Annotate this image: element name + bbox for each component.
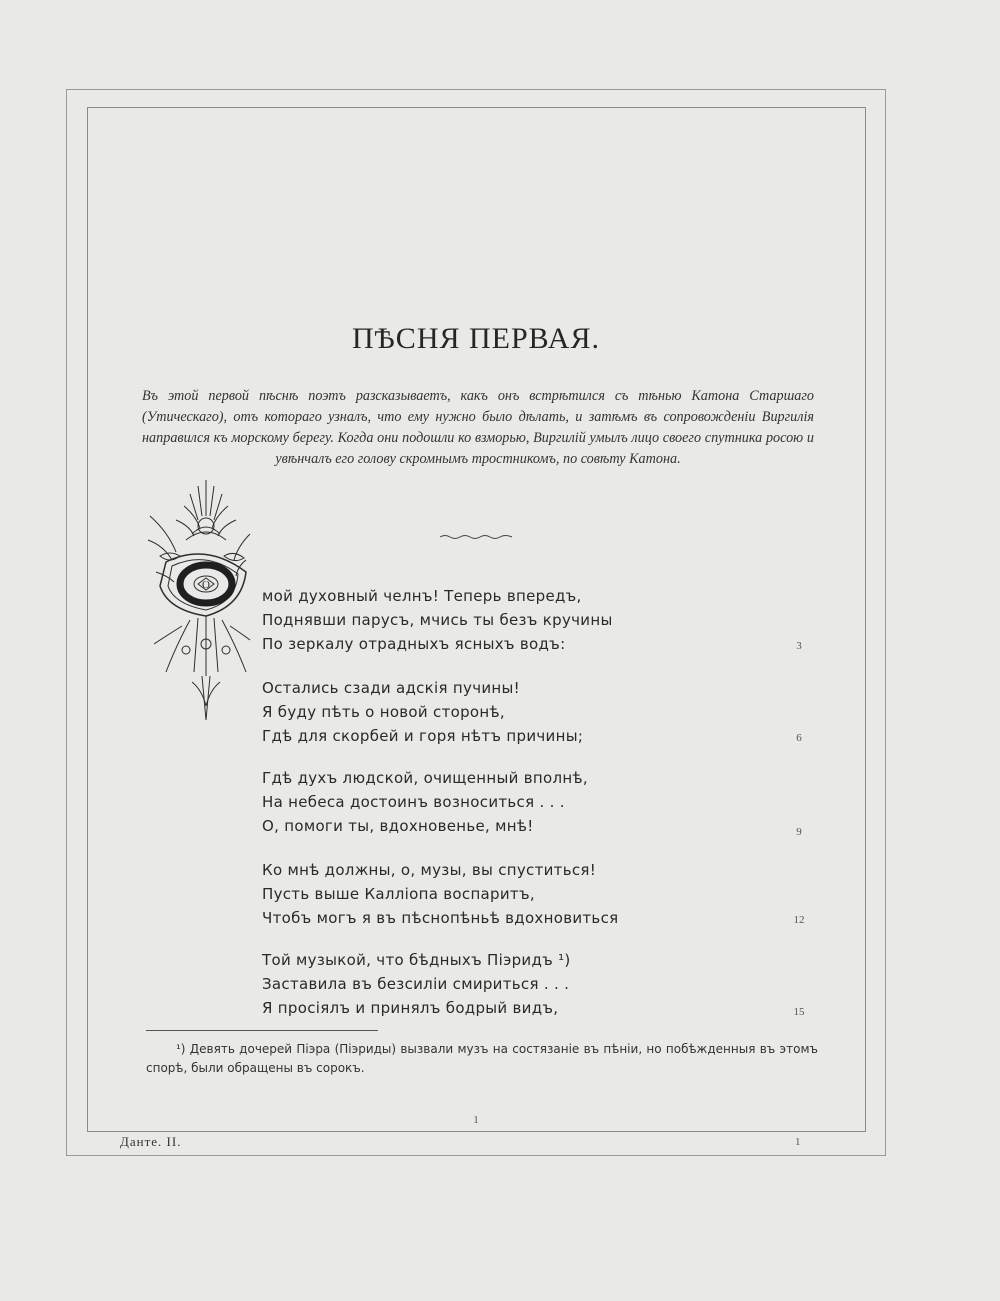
decorated-initial-o — [146, 476, 252, 724]
verse-line: По зеркалу отрадныхъ ясныхъ водъ: — [262, 635, 566, 653]
verse-line: Поднявши парусъ, мчись ты безъ кручины — [262, 611, 613, 629]
line-number: 9 — [796, 826, 802, 838]
line-number: 12 — [793, 914, 805, 926]
verse-line: Я буду пѣть о новой сторонѣ, — [262, 703, 505, 721]
verse-line: О, помоги ты, вдохновенье, мнѣ! — [262, 817, 534, 835]
verse-line: Остались сзади адскія пучины! — [262, 679, 520, 697]
line-number: 15 — [793, 1006, 805, 1018]
sheet-number: 1 — [795, 1136, 801, 1148]
stanza-3 — [262, 766, 682, 838]
stanza-2 — [262, 676, 682, 748]
verse-line: Той музыкой, что бѣдныхъ Піэридъ ¹) — [262, 951, 571, 969]
page-number: 1 — [473, 1114, 479, 1126]
verse-line: Ко мнѣ должны, о, музы, вы спуститься! — [262, 861, 597, 879]
stanza-1 — [262, 584, 682, 656]
line-number: 6 — [796, 732, 802, 744]
footnote-rule — [146, 1030, 378, 1031]
verse-line: Я просіялъ и принялъ бодрый видъ, — [262, 999, 559, 1017]
verse-line: Чтобъ могъ я въ пѣснопѣньѣ вдохновиться — [262, 909, 619, 927]
verse-line: мой духовный челнъ! Теперь впередъ, — [262, 587, 582, 605]
verse-line: Гдѣ для скорбей и горя нѣтъ причины; — [262, 727, 584, 745]
verse-line: Заставила въ безсиліи смириться . . . — [262, 975, 570, 993]
canto-title: ПѢСНЯ ПЕРВАЯ. — [352, 322, 600, 355]
verse-line: Гдѣ духъ людской, очищенный вполнѣ, — [262, 769, 588, 787]
stanza-4 — [262, 858, 682, 930]
initial-letter: О — [202, 579, 210, 591]
line-number: 3 — [796, 640, 802, 652]
ornamental-divider — [438, 534, 514, 540]
verse-line: На небеса достоинъ возноситься . . . — [262, 793, 565, 811]
stanza-5 — [262, 948, 682, 1020]
verse-line: Пусть выше Калліопа воспаритъ, — [262, 885, 535, 903]
canto-argument: Въ этой первой пѣснѣ поэтъ разсказываетъ, какъ онъ встрѣтился съ тѣнью Катона Старшаго (Утическаго), отъ котораго узналъ, что ему нужно было дѣлать, и затѣмъ въ сопровожденіи Виргилія направился къ морскому берегу. Когда они подошли ко взморью, Виргилій умылъ лицо своего спутника росою и увѣнчалъ его голову скромнымъ тростникомъ, по совѣту Катона. — [142, 388, 814, 467]
book-signature: Данте. II. — [120, 1134, 182, 1149]
footnote: ¹) Девять дочерей Піэра (Піэриды) вызвали музъ на состязаніе въ пѣніи, но побѣжденныя въ этомъ спорѣ, были обращены въ сорокъ. — [146, 1042, 818, 1075]
